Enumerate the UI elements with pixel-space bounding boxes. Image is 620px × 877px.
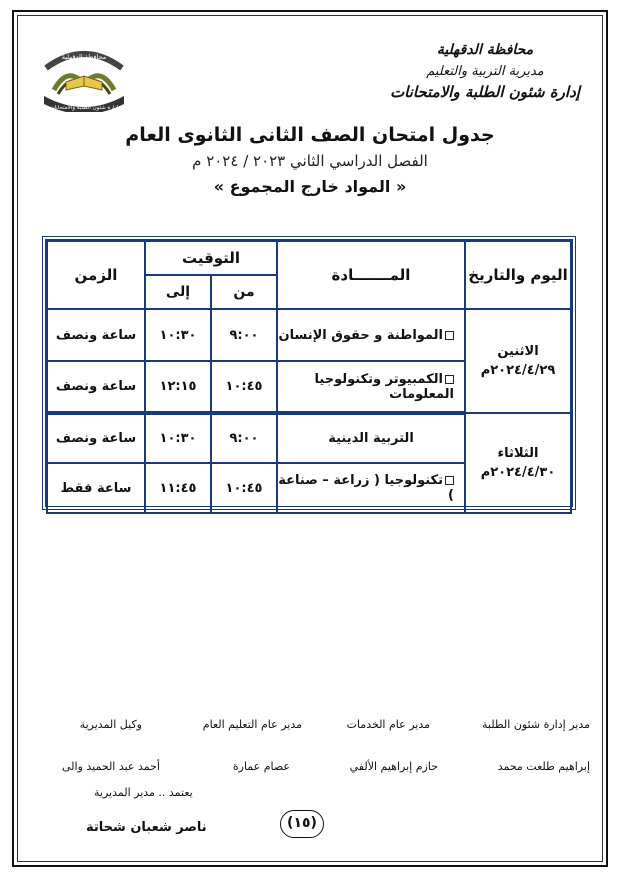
table-row: [47, 413, 571, 463]
signature-name: عصام عمارة: [232, 760, 290, 773]
title-block: [60, 120, 560, 200]
from-cell: ٩:٠٠: [211, 413, 277, 463]
subject-cell: الكمبيوتر وتكنولوجيا المعلومات: [277, 361, 465, 413]
checkbox-icon: [445, 476, 454, 485]
to-cell: ١٠:٣٠: [145, 309, 211, 361]
director-name: ناصر شعبان شحاتة: [86, 820, 207, 835]
subject-cell: المواطنة و حقوق الإنسان: [277, 309, 465, 361]
logo-top-text: محافظة الدقهلية: [61, 53, 107, 61]
subject-header: المـــــــادة: [277, 241, 465, 309]
duration-header: الزمن: [47, 241, 145, 309]
logo-bottom-text: إدارة شئون الطلبة والامتحانات: [49, 105, 119, 111]
approval-label: يعتمد .. مدير المديرية: [94, 786, 193, 799]
to-cell: ١٠:٣٠: [145, 413, 211, 463]
signature-name: حازم إبراهيم الألفي: [349, 760, 438, 773]
timing-header: التوقيت: [145, 241, 277, 275]
day-date: ٢٠٢٤/٤/٣٠م: [480, 465, 556, 480]
signature-title: مدير عام التعليم العام: [202, 718, 302, 731]
table-row: [47, 309, 571, 361]
signature-name: أحمد عبد الحميد والى: [62, 760, 160, 773]
subject-cell: التربية الدينية: [277, 413, 465, 463]
day-name: الثلاثاء: [497, 446, 539, 461]
from-cell: ١٠:٤٥: [211, 463, 277, 513]
day-date-header: اليوم والتاريخ: [465, 241, 571, 309]
day-cell: [465, 309, 571, 413]
from-header: من: [211, 275, 277, 309]
signature-title: مدير إدارة شئون الطلبة: [482, 718, 590, 731]
subjects-subtitle: « المواد خارج المجموع »: [213, 177, 407, 196]
signature-title: وكيل المديرية: [79, 718, 142, 731]
to-cell: ١٢:١٥: [145, 361, 211, 413]
page-number: (١٥): [280, 810, 324, 838]
schedule-table: [46, 240, 572, 514]
to-cell: ١١:٤٥: [145, 463, 211, 513]
governorate-logo-icon: [36, 38, 132, 112]
duration-cell: ساعة ونصف: [47, 361, 145, 413]
checkbox-icon: [445, 331, 454, 340]
signature-name: إبراهيم طلعت محمد: [497, 760, 590, 773]
subject-cell: تكنولوجيا ( زراعة – صناعة ): [277, 463, 465, 513]
from-cell: ٩:٠٠: [211, 309, 277, 361]
day-cell: [465, 413, 571, 513]
exam-title: جدول امتحان الصف الثانى الثانوى العام: [125, 124, 495, 146]
schedule-table-frame: [42, 236, 576, 510]
duration-cell: ساعة ونصف: [47, 309, 145, 361]
signature-title: مدير عام الخدمات: [346, 718, 430, 731]
to-header: إلى: [145, 275, 211, 309]
ministry-header: [390, 40, 580, 103]
administration-line: إدارة شئون الطلبة والامتحانات: [390, 83, 580, 101]
day-date: ٢٠٢٤/٤/٢٩م: [480, 363, 556, 378]
duration-cell: ساعة فقط: [47, 463, 145, 513]
term-line: الفصل الدراسي الثاني ٢٠٢٣ / ٢٠٢٤ م: [192, 152, 428, 170]
governorate-line: محافظة الدقهلية: [436, 42, 534, 58]
directorate-line: مديرية التربية والتعليم: [426, 64, 544, 79]
duration-cell: ساعة ونصف: [47, 413, 145, 463]
checkbox-icon: [445, 375, 454, 384]
day-name: الاثنين: [497, 344, 539, 359]
from-cell: ١٠:٤٥: [211, 361, 277, 413]
